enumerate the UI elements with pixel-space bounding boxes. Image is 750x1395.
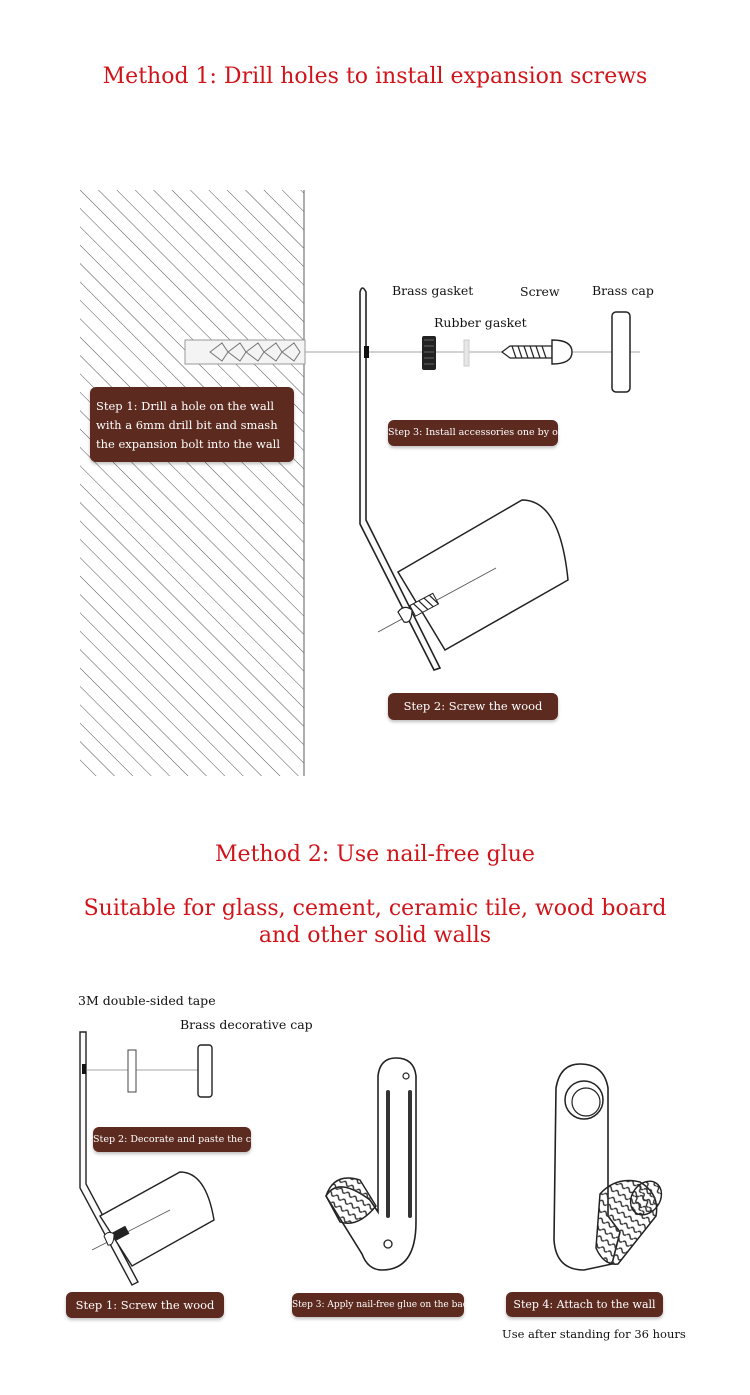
wood-peg-attached-icon xyxy=(596,1175,668,1264)
method2-title: Method 2: Use nail-free glue xyxy=(215,842,535,867)
label-screw: Screw xyxy=(520,284,560,299)
method2-subtitle-line1: Suitable for glass, cement, ceramic tile, wood board xyxy=(83,896,667,921)
step2-badge-method2: Step 2: Decorate and paste the cap xyxy=(93,1127,251,1152)
hook-back-glue-icon xyxy=(326,1058,416,1270)
step1-badge-method2: Step 1: Screw the wood xyxy=(66,1292,224,1318)
label-brass-cap: Brass cap xyxy=(592,283,654,298)
label-decorative-cap: Brass decorative cap xyxy=(180,1017,313,1032)
step3-badge-method1: Step 3: Install accessories one by one xyxy=(388,420,558,446)
step3-badge-method2: Step 3: Apply nail-free glue on the back xyxy=(292,1293,464,1317)
decorative-cap-icon xyxy=(198,1045,212,1097)
label-brass-gasket: Brass gasket xyxy=(392,283,474,298)
standing-note: Use after standing for 36 hours xyxy=(502,1327,686,1341)
wood-cylinder-small-icon xyxy=(92,1172,214,1266)
step1-badge-method1: Step 1: Drill a hole on the wall with a 6mm drill bit and smash the expansion bolt into the wall xyxy=(90,387,294,462)
method2-subtitle-line2: and other solid walls xyxy=(258,923,492,948)
tape-icon xyxy=(128,1050,136,1092)
label-rubber-gasket: Rubber gasket xyxy=(434,315,527,330)
method1-title: Method 1: Drill holes to install expansion screws xyxy=(102,64,648,89)
step4-badge-method2: Step 4: Attach to the wall xyxy=(506,1292,663,1317)
step2-badge-method1: Step 2: Screw the wood xyxy=(388,693,558,720)
label-3m-tape: 3M double-sided tape xyxy=(78,993,216,1008)
